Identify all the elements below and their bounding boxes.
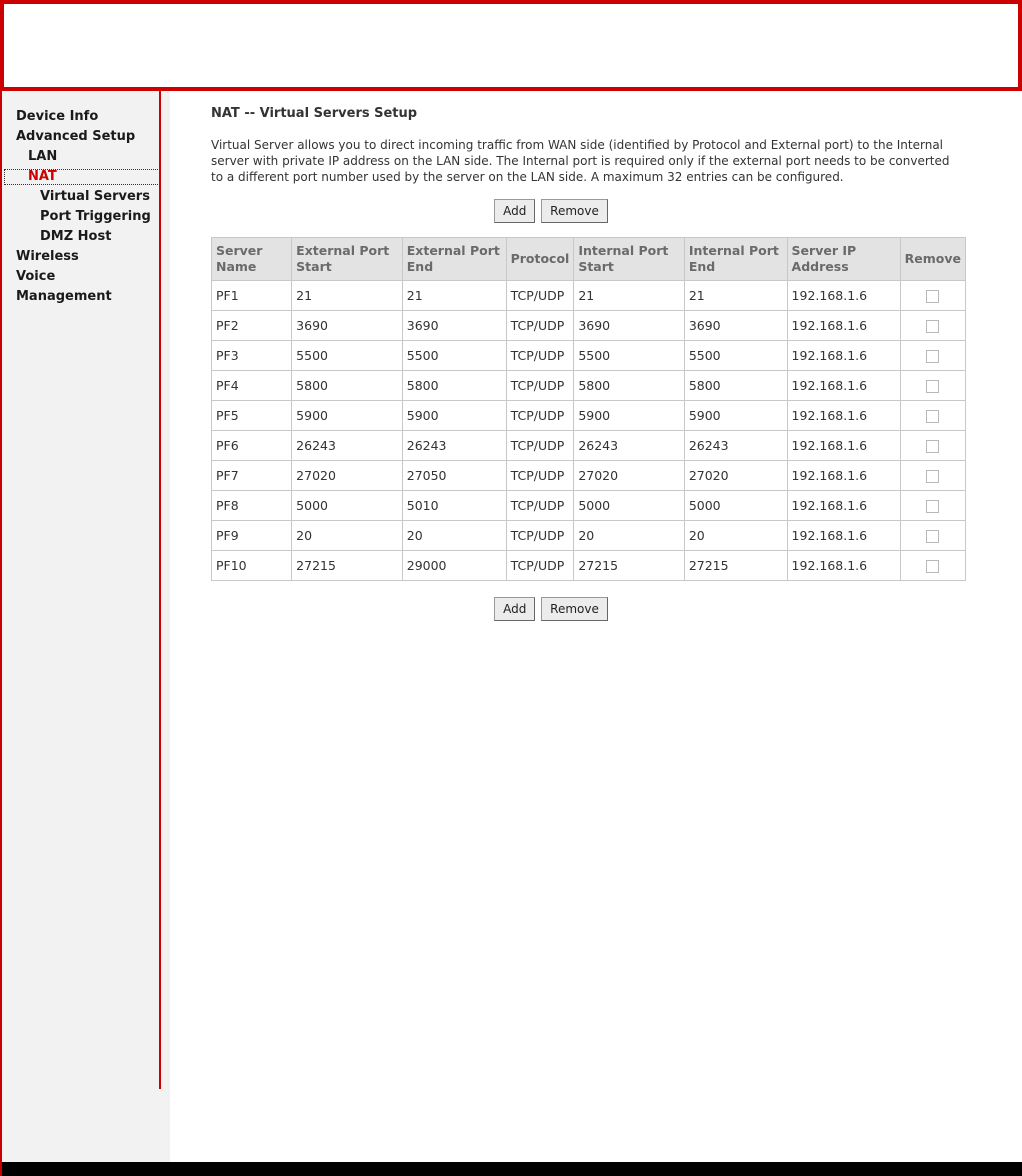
cell-ext-end: 5800 xyxy=(402,371,506,401)
cell-ext-start: 3690 xyxy=(292,311,403,341)
sidebar-menu xyxy=(2,107,160,307)
table-row xyxy=(212,431,966,461)
table-row xyxy=(212,521,966,551)
remove-checkbox[interactable] xyxy=(926,560,939,573)
cell-server-name: PF2 xyxy=(212,311,292,341)
cell-remove xyxy=(900,431,965,461)
cell-ext-start: 21 xyxy=(292,281,403,311)
cell-ext-end: 27050 xyxy=(402,461,506,491)
table-row xyxy=(212,401,966,431)
cell-remove xyxy=(900,371,965,401)
cell-server-ip: 192.168.1.6 xyxy=(787,461,900,491)
cell-server-ip: 192.168.1.6 xyxy=(787,341,900,371)
col-external-port-end: External Port End xyxy=(402,238,506,281)
cell-int-end: 27215 xyxy=(684,551,787,581)
cell-ext-start: 27020 xyxy=(292,461,403,491)
cell-remove xyxy=(900,401,965,431)
sidebar-item-nat[interactable]: NAT xyxy=(4,169,160,185)
cell-protocol: TCP/UDP xyxy=(506,341,574,371)
remove-checkbox[interactable] xyxy=(926,350,939,363)
table-row xyxy=(212,311,966,341)
table-row xyxy=(212,491,966,521)
cell-server-ip: 192.168.1.6 xyxy=(787,401,900,431)
col-internal-port-end: Internal Port End xyxy=(684,238,787,281)
cell-server-name: PF5 xyxy=(212,401,292,431)
cell-int-start: 20 xyxy=(574,521,684,551)
cell-server-name: PF3 xyxy=(212,341,292,371)
page-description: Virtual Server allows you to direct incoming traffic from WAN side (identified by Protocol and External port) to the Internal server with private IP address on the LAN side. The Internal port is required only if the external port needs to be converted to a different port number used by the server on the LAN side. A maximum 32 entries can be configured. xyxy=(211,138,950,184)
cell-ext-start: 5900 xyxy=(292,401,403,431)
cell-int-end: 5900 xyxy=(684,401,787,431)
cell-int-end: 21 xyxy=(684,281,787,311)
cell-int-start: 5500 xyxy=(574,341,684,371)
cell-server-ip: 192.168.1.6 xyxy=(787,311,900,341)
sidebar-divider xyxy=(159,91,161,1089)
cell-ext-end: 5900 xyxy=(402,401,506,431)
cell-int-start: 27215 xyxy=(574,551,684,581)
cell-int-end: 5000 xyxy=(684,491,787,521)
cell-ext-end: 5500 xyxy=(402,341,506,371)
header-banner xyxy=(4,4,1018,88)
cell-server-name: PF10 xyxy=(212,551,292,581)
cell-remove xyxy=(900,461,965,491)
cell-protocol: TCP/UDP xyxy=(506,551,574,581)
add-button[interactable]: Add xyxy=(494,597,535,621)
cell-remove xyxy=(900,311,965,341)
cell-int-start: 5000 xyxy=(574,491,684,521)
bottom-button-row xyxy=(211,597,891,621)
cell-protocol: TCP/UDP xyxy=(506,311,574,341)
cell-ext-end: 20 xyxy=(402,521,506,551)
cell-server-name: PF1 xyxy=(212,281,292,311)
cell-remove xyxy=(900,281,965,311)
main-content xyxy=(211,100,971,621)
cell-server-name: PF6 xyxy=(212,431,292,461)
cell-server-ip: 192.168.1.6 xyxy=(787,491,900,521)
cell-ext-start: 5500 xyxy=(292,341,403,371)
remove-checkbox[interactable] xyxy=(926,410,939,423)
cell-int-end: 5500 xyxy=(684,341,787,371)
cell-protocol: TCP/UDP xyxy=(506,371,574,401)
cell-protocol: TCP/UDP xyxy=(506,401,574,431)
cell-server-ip: 192.168.1.6 xyxy=(787,371,900,401)
cell-ext-end: 5010 xyxy=(402,491,506,521)
col-protocol: Protocol xyxy=(506,238,574,281)
cell-int-start: 5800 xyxy=(574,371,684,401)
cell-ext-start: 26243 xyxy=(292,431,403,461)
table-row xyxy=(212,281,966,311)
page-title: NAT -- Virtual Servers Setup xyxy=(211,106,418,121)
sidebar-item-lan[interactable]: LAN xyxy=(28,149,58,164)
add-button[interactable]: Add xyxy=(494,199,535,223)
virtual-servers-table xyxy=(211,237,966,581)
remove-checkbox[interactable] xyxy=(926,440,939,453)
footer-bar xyxy=(0,1162,1022,1176)
sidebar-item-voice[interactable]: Voice xyxy=(16,269,56,284)
remove-checkbox[interactable] xyxy=(926,380,939,393)
cell-int-start: 3690 xyxy=(574,311,684,341)
top-button-row xyxy=(211,199,891,223)
cell-int-end: 20 xyxy=(684,521,787,551)
cell-protocol: TCP/UDP xyxy=(506,431,574,461)
sidebar xyxy=(2,91,170,1162)
cell-protocol: TCP/UDP xyxy=(506,461,574,491)
cell-int-start: 26243 xyxy=(574,431,684,461)
remove-checkbox[interactable] xyxy=(926,320,939,333)
remove-checkbox[interactable] xyxy=(926,290,939,303)
cell-remove xyxy=(900,521,965,551)
cell-int-end: 5800 xyxy=(684,371,787,401)
cell-ext-end: 21 xyxy=(402,281,506,311)
cell-ext-end: 26243 xyxy=(402,431,506,461)
cell-int-start: 21 xyxy=(574,281,684,311)
sidebar-item-port-triggering[interactable]: Port Triggering xyxy=(40,209,151,224)
cell-protocol: TCP/UDP xyxy=(506,281,574,311)
cell-server-ip: 192.168.1.6 xyxy=(787,521,900,551)
table-row xyxy=(212,551,966,581)
cell-ext-end: 29000 xyxy=(402,551,506,581)
sidebar-item-virtual-servers[interactable]: Virtual Servers xyxy=(40,189,150,204)
col-remove: Remove xyxy=(900,238,965,281)
cell-server-name: PF7 xyxy=(212,461,292,491)
col-external-port-start: External Port Start xyxy=(292,238,403,281)
cell-server-ip: 192.168.1.6 xyxy=(787,281,900,311)
cell-remove xyxy=(900,551,965,581)
sidebar-item-wireless[interactable]: Wireless xyxy=(16,249,79,264)
table-row xyxy=(212,341,966,371)
remove-button[interactable]: Remove xyxy=(541,597,608,621)
cell-server-name: PF4 xyxy=(212,371,292,401)
col-server-name: Server Name xyxy=(212,238,292,281)
cell-server-ip: 192.168.1.6 xyxy=(787,551,900,581)
header-frame xyxy=(0,0,1022,91)
cell-server-ip: 192.168.1.6 xyxy=(787,431,900,461)
cell-int-start: 27020 xyxy=(574,461,684,491)
footer-accent xyxy=(0,1162,2,1176)
sidebar-item-management[interactable]: Management xyxy=(16,289,112,304)
cell-ext-start: 27215 xyxy=(292,551,403,581)
table-row xyxy=(212,461,966,491)
cell-protocol: TCP/UDP xyxy=(506,491,574,521)
cell-int-end: 27020 xyxy=(684,461,787,491)
col-internal-port-start: Internal Port Start xyxy=(574,238,684,281)
cell-server-name: PF9 xyxy=(212,521,292,551)
table-row xyxy=(212,371,966,401)
remove-checkbox[interactable] xyxy=(926,500,939,513)
cell-ext-start: 5800 xyxy=(292,371,403,401)
cell-int-end: 26243 xyxy=(684,431,787,461)
col-server-ip: Server IP Address xyxy=(787,238,900,281)
cell-ext-start: 5000 xyxy=(292,491,403,521)
cell-remove xyxy=(900,491,965,521)
remove-checkbox[interactable] xyxy=(926,470,939,483)
cell-int-end: 3690 xyxy=(684,311,787,341)
cell-ext-start: 20 xyxy=(292,521,403,551)
cell-ext-end: 3690 xyxy=(402,311,506,341)
cell-remove xyxy=(900,341,965,371)
remove-checkbox[interactable] xyxy=(926,530,939,543)
sidebar-item-device-info[interactable]: Device Info xyxy=(16,109,99,124)
cell-server-name: PF8 xyxy=(212,491,292,521)
cell-protocol: TCP/UDP xyxy=(506,521,574,551)
sidebar-item-advanced-setup[interactable]: Advanced Setup xyxy=(16,129,136,144)
sidebar-item-dmz-host[interactable]: DMZ Host xyxy=(40,229,112,244)
remove-button[interactable]: Remove xyxy=(541,199,608,223)
table-header-row xyxy=(212,238,966,281)
cell-int-start: 5900 xyxy=(574,401,684,431)
